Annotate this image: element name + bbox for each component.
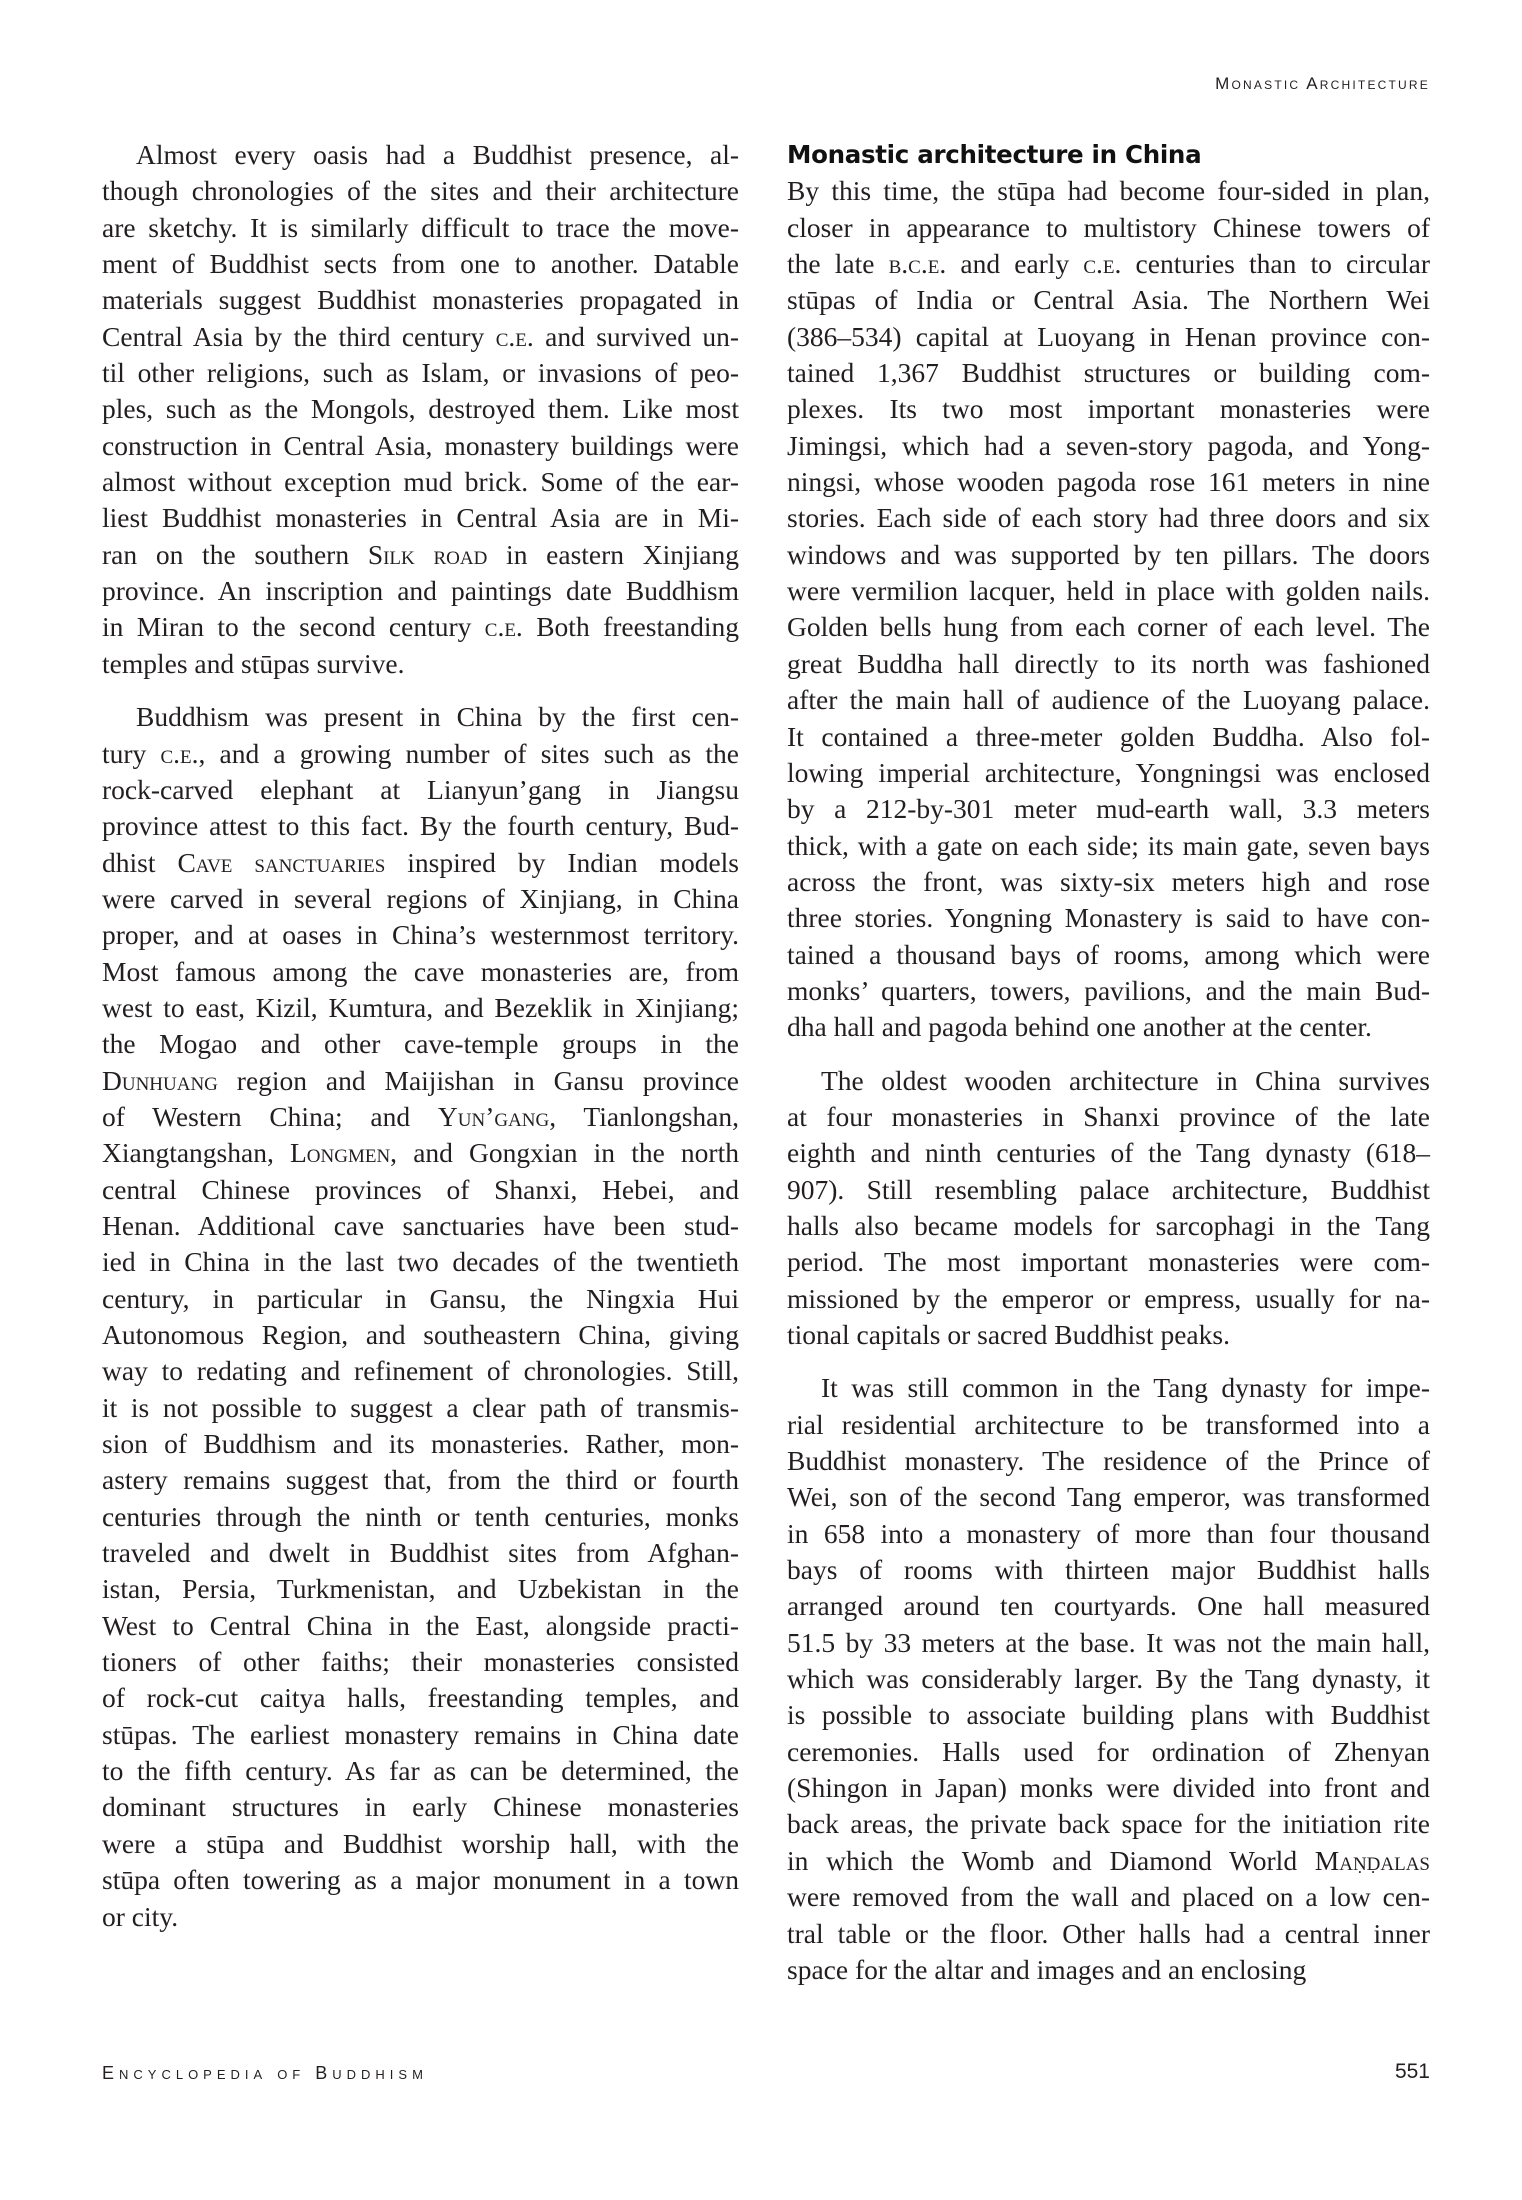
text-line: rial residential architecture to be transformed into a (787, 1408, 1430, 1440)
paragraph (102, 137, 739, 682)
text-line: Buddhist monastery. The residence of the Prince of (787, 1445, 1430, 1477)
text-line: arranged around ten courtyards. One hall measured (787, 1590, 1430, 1622)
text-line: halls also became models for sarcophagi in the Tang (787, 1209, 1430, 1241)
paragraph (102, 699, 739, 1935)
text-line: astery remains suggest that, from the third or fourth (102, 1464, 739, 1496)
text-line: ment of Buddhist sects from one to another. Datable (102, 248, 739, 280)
text-line: tained 1,367 Buddhist structures or building com- (787, 357, 1430, 389)
text-line: (386–534) capital at Luoyang in Henan province con- (787, 320, 1430, 352)
text-line: stūpas of India or Central Asia. The Northern Wei (787, 284, 1430, 316)
text-line: province attest to this fact. By the fourth century, Bud- (102, 810, 739, 842)
text-line: period. The most important monasteries were com- (787, 1246, 1430, 1278)
text-line: were vermilion lacquer, held in place with golden nails. (787, 575, 1430, 607)
text-line: liest Buddhist monasteries in Central Asia are in Mi- (102, 502, 739, 534)
text-line: Autonomous Region, and southeastern China, giving (102, 1319, 739, 1350)
paragraph-gap (102, 682, 739, 699)
text-line: eighth and ninth centuries of the Tang dynasty (618– (787, 1137, 1430, 1169)
text-line: traveled and dwelt in Buddhist sites from Afghan- (102, 1537, 739, 1569)
paragraph (787, 173, 1430, 1045)
text-line: great Buddha hall directly to its north was fashioned (787, 647, 1430, 679)
text-line: 907). Still resembling palace architecture, Buddhist (787, 1173, 1430, 1205)
section-heading: Monastic architecture in China (787, 140, 1202, 169)
text-line: ples, such as the Mongols, destroyed them. Like most (102, 393, 739, 425)
text-line: which was considerably larger. By the Tang dynasty, it (787, 1663, 1430, 1695)
text-line: materials suggest Buddhist monasteries propagated in (102, 284, 739, 316)
text-line: dominant structures in early Chinese monasteries (102, 1791, 739, 1823)
paragraph-gap (787, 1046, 1430, 1063)
text-line: ran on the southern Silk road in eastern Xinjiang (102, 538, 739, 570)
text-line: missioned by the emperor or empress, usually for na- (787, 1282, 1430, 1314)
left-column (102, 137, 739, 1935)
paragraph-gap (787, 1353, 1430, 1370)
text-line: across the front, was sixty-six meters high and rose (787, 865, 1430, 897)
text-line: centuries through the ninth or tenth centuries, monks (102, 1500, 739, 1532)
text-line: proper, and at oases in China’s westernmost territory. (102, 919, 739, 951)
page-number: 551 (1394, 2060, 1430, 2083)
text-line: space for the altar and images and an enclosing (787, 1953, 1307, 1985)
text-line: the late b.c.e. and early c.e. centuries than to circular (787, 248, 1430, 280)
text-line: By this time, the stūpa had become four-sided in plan, (787, 175, 1430, 207)
text-line: in 658 into a monastery of more than four thousand (787, 1517, 1430, 1549)
text-line: stūpa often towering as a major monument in a town (102, 1864, 739, 1896)
text-line: are sketchy. It is similarly difficult to trace the move- (102, 211, 739, 243)
text-line: Henan. Additional cave sanctuaries have been stud- (102, 1209, 739, 1241)
text-line: century, in particular in Gansu, the Ningxia Hui (102, 1282, 739, 1314)
text-line: way to redating and refinement of chronologies. Still, (102, 1355, 739, 1387)
text-line: or city. (102, 1900, 179, 1932)
text-line: bays of rooms with thirteen major Buddhist halls (787, 1554, 1430, 1586)
text-line: 51.5 by 33 meters at the base. It was not the main hall, (787, 1626, 1430, 1658)
text-line: lowing imperial architecture, Yongningsi was enclosed (787, 756, 1430, 788)
text-line: rock-carved elephant at Lianyun’gang in Jiangsu (102, 773, 739, 805)
footer-book-title: Encyclopedia of Buddhism (102, 2063, 428, 2083)
text-line: the Mogao and other cave-temple groups in the (102, 1028, 739, 1060)
text-line: Wei, son of the second Tang emperor, was transformed (787, 1481, 1430, 1513)
text-line: til other religions, such as Islam, or invasions of peo- (102, 357, 739, 389)
text-line: The oldest wooden architecture in China survives (821, 1064, 1430, 1096)
text-line: construction in Central Asia, monastery buildings were (102, 429, 739, 461)
text-line: ied in China in the last two decades of the twentieth (102, 1246, 739, 1278)
text-line: It was still common in the Tang dynasty for impe- (821, 1372, 1430, 1404)
text-line: back areas, the private back space for the initiation rite (787, 1808, 1430, 1840)
text-line: by a 212-by-301 meter mud-earth wall, 3.3 meters (787, 793, 1430, 825)
text-line: Golden bells hung from each corner of each level. The (787, 611, 1430, 643)
text-line: in Miran to the second century c.e. Both freestanding (102, 611, 739, 643)
text-line: Buddhism was present in China by the first cen- (136, 701, 739, 733)
text-line: Dunhuang region and Maijishan in Gansu province (102, 1064, 739, 1096)
text-line: thick, with a gate on each side; its main gate, seven bays (787, 829, 1430, 861)
text-line: it is not possible to suggest a clear path of transmis- (102, 1391, 739, 1423)
text-line: plexes. Its two most important monasteries were (787, 393, 1430, 425)
text-line: tury c.e., and a growing number of sites such as the (102, 737, 739, 769)
text-line: It contained a three-meter golden Buddha. Also fol- (787, 720, 1430, 752)
text-line: istan, Persia, Turkmenistan, and Uzbekistan in the (102, 1573, 739, 1605)
text-line: Central Asia by the third century c.e. and survived un- (102, 320, 739, 352)
running-head: Monastic Architecture (1215, 74, 1430, 93)
text-line: central Chinese provinces of Shanxi, Hebei, and (102, 1173, 739, 1205)
text-line: were removed from the wall and placed on a low cen- (787, 1881, 1430, 1913)
text-line: ceremonies. Halls used for ordination of Zhenyan (787, 1735, 1430, 1767)
text-line: is possible to associate building plans with Buddhist (787, 1699, 1430, 1731)
text-line: tral table or the floor. Other halls had a central inner (787, 1917, 1430, 1949)
text-line: dhist Cave sanctuaries inspired by Indian models (102, 846, 739, 878)
text-line: West to Central China in the East, alongside practi- (102, 1609, 739, 1641)
text-line: Jimingsi, which had a seven-story pagoda, and Yong- (787, 429, 1430, 461)
text-line: windows and was supported by ten pillars. The doors (787, 538, 1430, 570)
text-line: west to east, Kizil, Kumtura, and Bezeklik in Xinjiang; (102, 991, 739, 1023)
text-line: stūpas. The earliest monastery remains in China date (102, 1718, 739, 1750)
text-line: in which the Womb and Diamond World Maṇḍalas (787, 1844, 1430, 1876)
paragraph (787, 1063, 1430, 1354)
text-line: at four monasteries in Shanxi province of the late (787, 1100, 1430, 1132)
text-line: stories. Each side of each story had three doors and six (787, 502, 1430, 534)
text-line: (Shingon in Japan) monks were divided into front and (787, 1772, 1430, 1804)
text-line: of Western China; and Yun’gang, Tianlongshan, (102, 1100, 739, 1132)
paragraph (787, 1370, 1430, 1988)
text-line: tained a thousand bays of rooms, among which were (787, 938, 1430, 970)
text-line: though chronologies of the sites and their architecture (102, 175, 739, 207)
text-line: sion of Buddhism and its monasteries. Rather, mon- (102, 1428, 739, 1460)
text-line: dha hall and pagoda behind one another at the center. (787, 1011, 1372, 1043)
text-line: to the fifth century. As far as can be determined, the (102, 1755, 739, 1787)
text-line: Xiangtangshan, Longmen, and Gongxian in the north (102, 1137, 739, 1169)
text-line: were carved in several regions of Xinjiang, in China (102, 882, 739, 914)
text-line: tioners of other faiths; their monasteries consisted (102, 1646, 739, 1678)
right-column (787, 137, 1430, 1988)
text-line: almost without exception mud brick. Some of the ear- (102, 466, 739, 498)
text-line: were a stūpa and Buddhist worship hall, with the (102, 1827, 739, 1859)
text-line: ningsi, whose wooden pagoda rose 161 meters in nine (787, 466, 1430, 498)
text-line: monks’ quarters, towers, pavilions, and the main Bud- (787, 974, 1430, 1006)
text-line: after the main hall of audience of the Luoyang palace. (787, 684, 1430, 716)
text-line: of rock-cut caitya halls, freestanding temples, and (102, 1682, 739, 1714)
text-line: province. An inscription and paintings date Buddhism (102, 575, 739, 607)
text-line: Most famous among the cave monasteries are, from (102, 955, 739, 987)
text-line: temples and stūpas survive. (102, 647, 405, 679)
text-line: Almost every oasis had a Buddhist presence, al- (136, 139, 739, 170)
text-line: three stories. Yongning Monastery is said to have con- (787, 902, 1430, 934)
text-line: closer in appearance to multistory Chinese towers of (787, 211, 1430, 243)
text-line: tional capitals or sacred Buddhist peaks. (787, 1319, 1230, 1350)
